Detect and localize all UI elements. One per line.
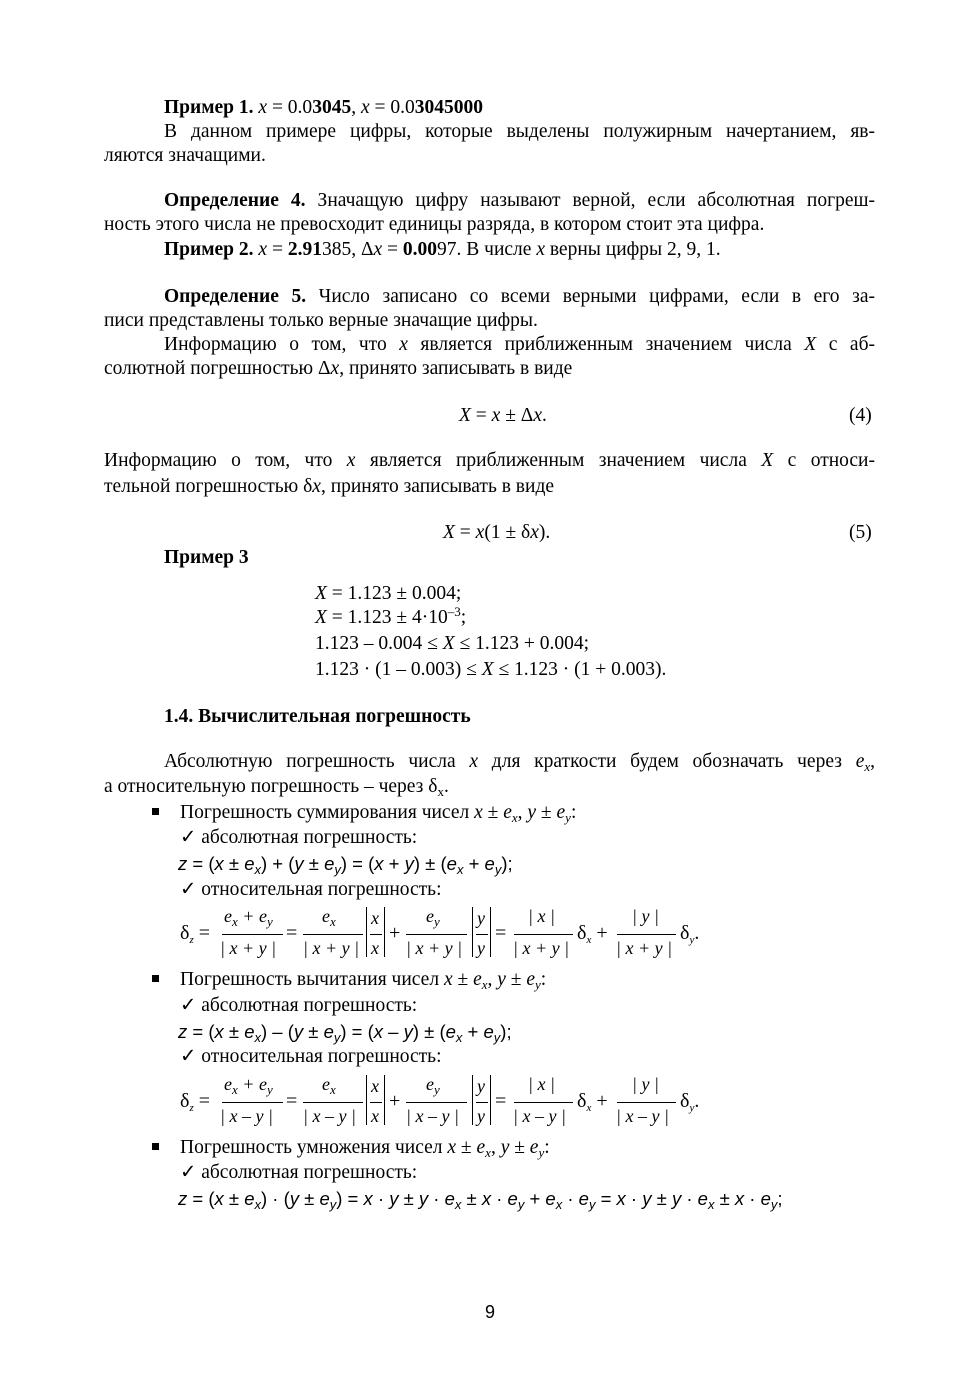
definition-5-label: Определение 5. bbox=[164, 286, 307, 307]
sum-abs-formula: $z = (x \pm e_x) + (y \pm e_y) = (x + y) \pm (e_x + e_y)$; bbox=[178, 853, 513, 877]
page-number: 9 bbox=[484, 1302, 495, 1322]
example-1-text-cont: ляются значащими. bbox=[104, 145, 266, 166]
section-heading: 1.4. Вычислительная погрешность bbox=[164, 706, 471, 727]
equation-4: X = x ± Δx. bbox=[459, 405, 547, 426]
sum-title: Погрешность суммирования чисел $x \pm e_x$, $y \pm e_y$: bbox=[180, 802, 577, 825]
info-2-line-1: Информацию о том, что x является приближенным значением числа X с относи- bbox=[104, 450, 875, 471]
example-3-line-3: 1.123 – 0.004 ≤ X ≤ 1.123 + 0.004; bbox=[315, 633, 589, 654]
document-page: Пример 1. x = 0.03045, x = 0.03045000 В данном примере цифры, которые выделены полужирным начертанием, яв- ляются значащими. Определение 4. Значащую цифру называют верной, если абсолютная погреш- ность этого числа не превосходит единицы разряда, в котором стоит эта цифра. Пример 2. x = 2.91385, Δx = 0.0097. В числе x верны цифры 2, 9, 1. Определение 5. Число записано со всеми верными цифрами, если в его за- писи представлены только верные значащие цифры. Информацию о том, что x является приближенным значением числа X с аб- солютной погрешностью Δx, принято записывать в виде X = x ± Δx. (4) Информацию о том, что x является приближенным значением числа X с относи- тельной погрешностью δx, принято записывать в виде X = x(1 ± δx). (5) Пример 3 X = 1.123 ± 0.004; $X = 1.123 \pm 4\cdot 10^{-3}$; 1.123 – 0.004 ≤ X ≤ 1.123 + 0.004; 1.123 · (1 – 0.003) ≤ X ≤ 1.123 · (1 + 0.003). 1.4. Вычислительная погрешность Абсолютную погрешность числа x для краткости будем обозначать через $e_x$, а относительную погрешность – через $\delta_x$. Погрешность суммирования чисел $x \pm e_x$, $y \pm e_y$: ✓ абсолютная погрешность: $z = (x \pm e_x) + (y \pm e_y) = (x + y) \pm (e_x + e_y)$; ✓ относительная погрешность: $\delta_z$ = $e_x + e_y$ | x + y | = $e_x$ | x + y | x x + $e_y$ | x + y | y y = | x | | x + y | $\delta_x$ + | y | | x + y | $\delta_y$. Погрешность вычитания чисел $x \pm e_x$, $y \pm e_y$: ✓ абсолютная погрешность: $z = (x \pm e_x) - (y \pm e_y) = (x - y) \pm (e_x + e_y)$; ✓ относительная погрешность: $\delta_z$ = $e_x + e_y$ | x – y | = $e_x$ | x – y | x x + $e_y$ | x – y | y y = | x | | x – y | $\delta_x$ + | y | | x – y | $\delta_y$. Погрешность умножения чисел $x \pm e_x$, $y \pm e_y$: ✓ абсолютная погрешность: $z = (x \pm e_x) \cdot (y \pm e_y) = x \cdot y \pm y \cdot e_x \pm x \cdot e_y + e_x \cdot e_y = x \cdot y \pm y \cdot e_x \pm x \cdot e_y$; 9 bbox=[0, 0, 980, 1386]
definition-4-text: Значащую цифру называют верной, если абсолютная погреш- bbox=[305, 190, 875, 211]
example-3-line-4: 1.123 · (1 – 0.003) ≤ X ≤ 1.123 · (1 + 0.003). bbox=[315, 659, 667, 680]
example-3-line-2: $X = 1.123 \pm 4\cdot 10^{-3}$; bbox=[315, 604, 467, 628]
definition-5-line-1 bbox=[164, 285, 875, 309]
example-3-line-1: X = 1.123 ± 0.004; bbox=[315, 583, 462, 604]
sub-abs-label: ✓ абсолютная погрешность: bbox=[180, 995, 418, 1016]
sum-rel-label: ✓ относительная погрешность: bbox=[180, 879, 442, 900]
example-1-line: Пример 1. x = 0.03045, x = 0.03045000 bbox=[164, 97, 483, 118]
square-bullet-icon bbox=[152, 808, 159, 815]
definition-4-label: Определение 4. bbox=[164, 190, 306, 211]
info-2-line-2: тельной погрешностью δx, принято записывать в виде bbox=[104, 476, 555, 497]
sum-abs-label: ✓ абсолютная погрешность: bbox=[180, 827, 418, 848]
example-2-label: Пример 2. bbox=[164, 239, 254, 260]
definition-5-line-2: писи представлены только верные значащие цифры. bbox=[104, 310, 538, 331]
example-1-text: В данном примере цифры, которые выделены полужирным начертанием, яв- bbox=[164, 121, 875, 142]
equation-4-number: (4) bbox=[849, 405, 872, 426]
sub-abs-formula: $z = (x \pm e_x) - (y \pm e_y) = (x - y) \pm (e_x + e_y)$; bbox=[178, 1021, 512, 1045]
check-mark-icon: ✓ bbox=[180, 827, 197, 848]
check-mark-icon: ✓ bbox=[180, 1162, 197, 1183]
check-mark-icon: ✓ bbox=[180, 995, 197, 1016]
mul-abs-label: ✓ абсолютная погрешность: bbox=[180, 1162, 418, 1183]
sub-title: Погрешность вычитания чисел $x \pm e_x$, $y \pm e_y$: bbox=[180, 969, 547, 992]
mul-title: Погрешность умножения чисел $x \pm e_x$, $y \pm e_y$: bbox=[180, 1137, 550, 1160]
definition-4-line-1 bbox=[164, 189, 875, 213]
square-bullet-icon bbox=[152, 1143, 159, 1150]
info-1-line-2: солютной погрешностью Δx, принято записывать в виде bbox=[104, 358, 573, 379]
check-mark-icon: ✓ bbox=[180, 1046, 197, 1067]
example-3-label: Пример 3 bbox=[164, 547, 249, 568]
mul-abs-formula: $z = (x \pm e_x) \cdot (y \pm e_y) = x \cdot y \pm y \cdot e_x \pm x \cdot e_y + e_x \cdot e_y = x \cdot y \pm y \cdot e_x \pm x \cdot e_y$; bbox=[178, 1188, 783, 1212]
equation-5-number: (5) bbox=[849, 522, 872, 543]
example-1-label: Пример 1. bbox=[164, 97, 254, 118]
definition-5-text: Число записано со всеми верными цифрами, если в его за- bbox=[306, 286, 875, 307]
example-2-line: Пример 2. x = 2.91385, Δx = 0.0097. В числе x верны цифры 2, 9, 1. bbox=[164, 239, 721, 260]
definition-4-line-2: ность этого числа не превосходит единицы разряда, в котором стоит эта цифра. bbox=[104, 214, 765, 235]
equation-5: X = x(1 ± δx). bbox=[443, 522, 551, 543]
check-mark-icon: ✓ bbox=[180, 879, 197, 900]
square-bullet-icon bbox=[152, 975, 159, 982]
intro-line-1: Абсолютную погрешность числа x для краткости будем обозначать через $e_x$, bbox=[164, 751, 875, 774]
intro-line-2: а относительную погрешность – через $\delta_x$. bbox=[104, 776, 449, 799]
info-1-line-1: Информацию о том, что x является приближенным значением числа X с аб- bbox=[164, 334, 875, 355]
sub-rel-label: ✓ относительная погрешность: bbox=[180, 1046, 442, 1067]
